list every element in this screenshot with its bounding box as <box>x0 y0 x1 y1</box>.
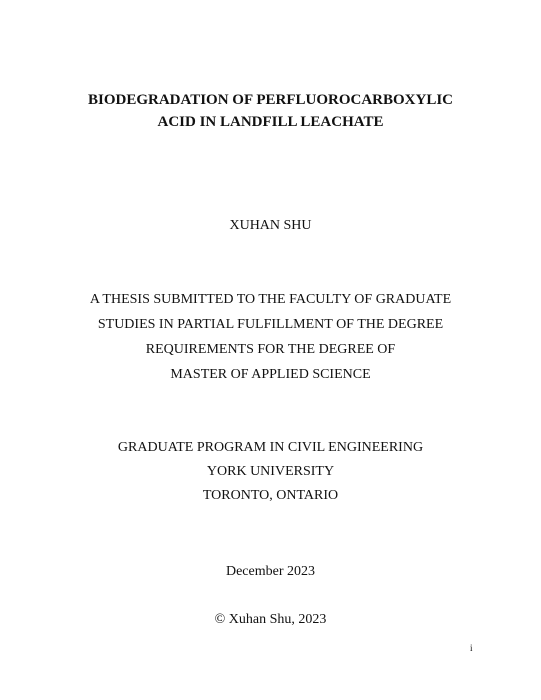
submission-statement-line-1: A THESIS SUBMITTED TO THE FACULTY OF GRADUATE <box>89 292 452 307</box>
author-name: XUHAN SHU <box>229 218 312 233</box>
degree-name: MASTER OF APPLIED SCIENCE <box>170 367 371 382</box>
thesis-title-line-1: BIODEGRADATION OF PERFLUOROCARBOXYLIC <box>87 92 454 108</box>
thesis-title-line-2: ACID IN LANDFILL LEACHATE <box>157 114 384 130</box>
copyright-notice: © Xuhan Shu, 2023 <box>214 612 327 627</box>
submission-statement-line-2: STUDIES IN PARTIAL FULFILLMENT OF THE DEGREE <box>97 317 444 332</box>
submission-date: December 2023 <box>225 564 316 579</box>
page-number: i <box>470 643 473 653</box>
university-location: TORONTO, ONTARIO <box>202 488 339 503</box>
submission-statement-line-3: REQUIREMENTS FOR THE DEGREE OF <box>145 342 396 357</box>
university-name: YORK UNIVERSITY <box>206 464 335 479</box>
graduate-program: GRADUATE PROGRAM IN CIVIL ENGINEERING <box>117 440 424 455</box>
